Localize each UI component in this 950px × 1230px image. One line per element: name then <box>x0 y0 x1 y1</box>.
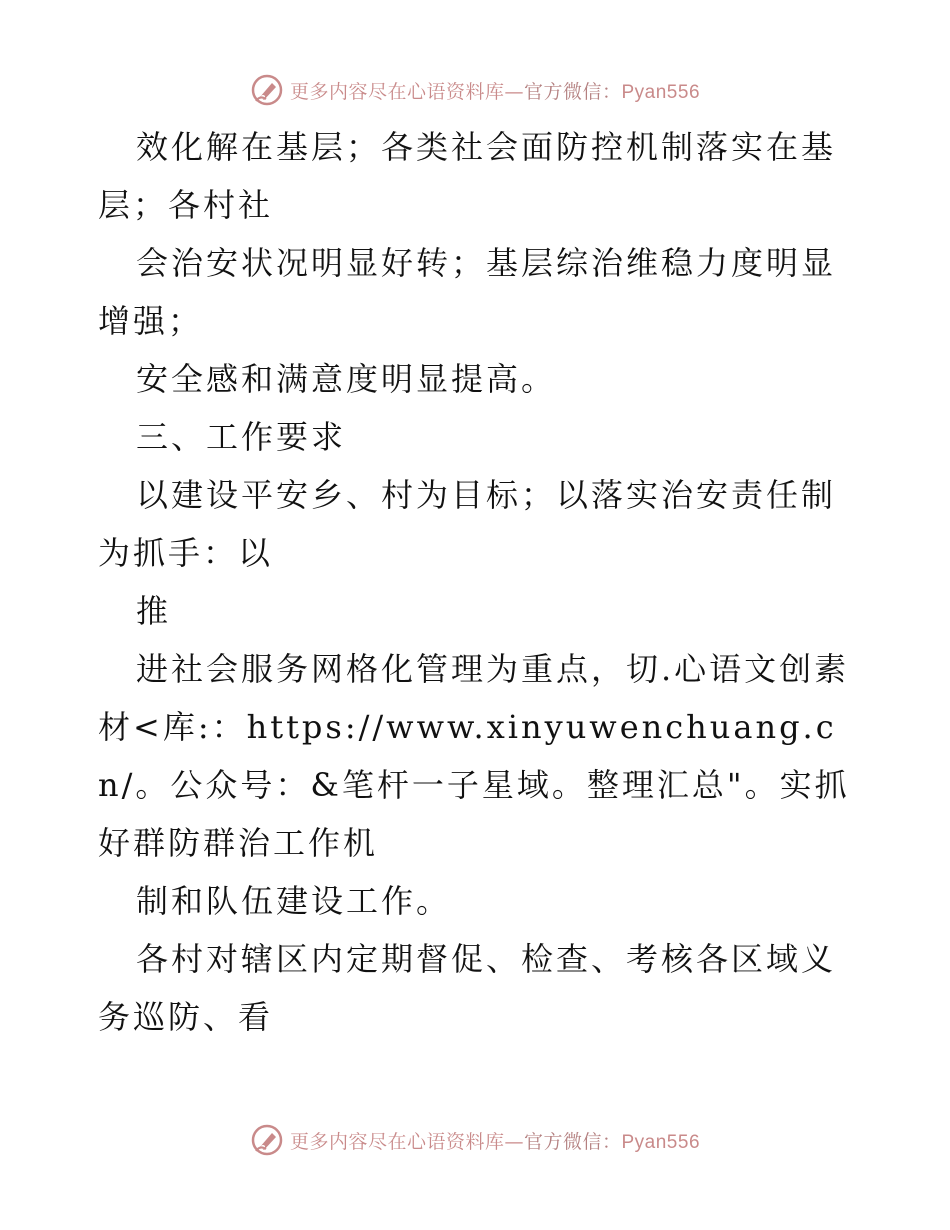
paragraph: 进社会服务网格化管理为重点，切.心语文创素材<库:：https://www.xinyuwenchuang.cn/。公众号：&笔杆一子星域。整理汇总"。实抓好群防群治工作机 <box>98 650 850 862</box>
banner-sub-text: 官方微信： <box>523 80 622 103</box>
paragraph: 推 <box>136 592 172 630</box>
paragraph: 制和队伍建设工作。 <box>136 882 452 920</box>
banner-separator: — <box>504 1130 524 1153</box>
header-banner <box>0 70 950 110</box>
footer-banner <box>0 1120 950 1160</box>
banner-separator: — <box>504 80 524 103</box>
paragraph: 以建设平安乡、村为目标；以落实治安责任制为抓手：以 <box>98 476 837 572</box>
banner-sub-text: 官方微信： <box>523 1130 622 1153</box>
paragraph: 会治安状况明显好转；基层综治维稳力度明显增强； <box>98 244 837 340</box>
banner-main-text: 更多内容尽在心语资料库 <box>289 1130 505 1153</box>
banner-text <box>290 77 700 104</box>
section-heading: 三、工作要求 <box>136 418 347 456</box>
document-body <box>98 118 858 1046</box>
paragraph: 安全感和满意度明显提高。 <box>136 360 557 398</box>
banner-account: Pyan556 <box>621 81 701 103</box>
banner-text <box>290 1127 700 1154</box>
paragraph: 效化解在基层；各类社会面防控机制落实在基层；各村社 <box>98 128 837 224</box>
banner-account: Pyan556 <box>621 1131 701 1153</box>
banner-main-text: 更多内容尽在心语资料库 <box>289 80 505 103</box>
pen-nib-logo-icon <box>250 73 284 107</box>
pen-nib-logo-icon <box>250 1123 284 1157</box>
paragraph: 各村对辖区内定期督促、检查、考核各区域义务巡防、看 <box>98 940 837 1036</box>
